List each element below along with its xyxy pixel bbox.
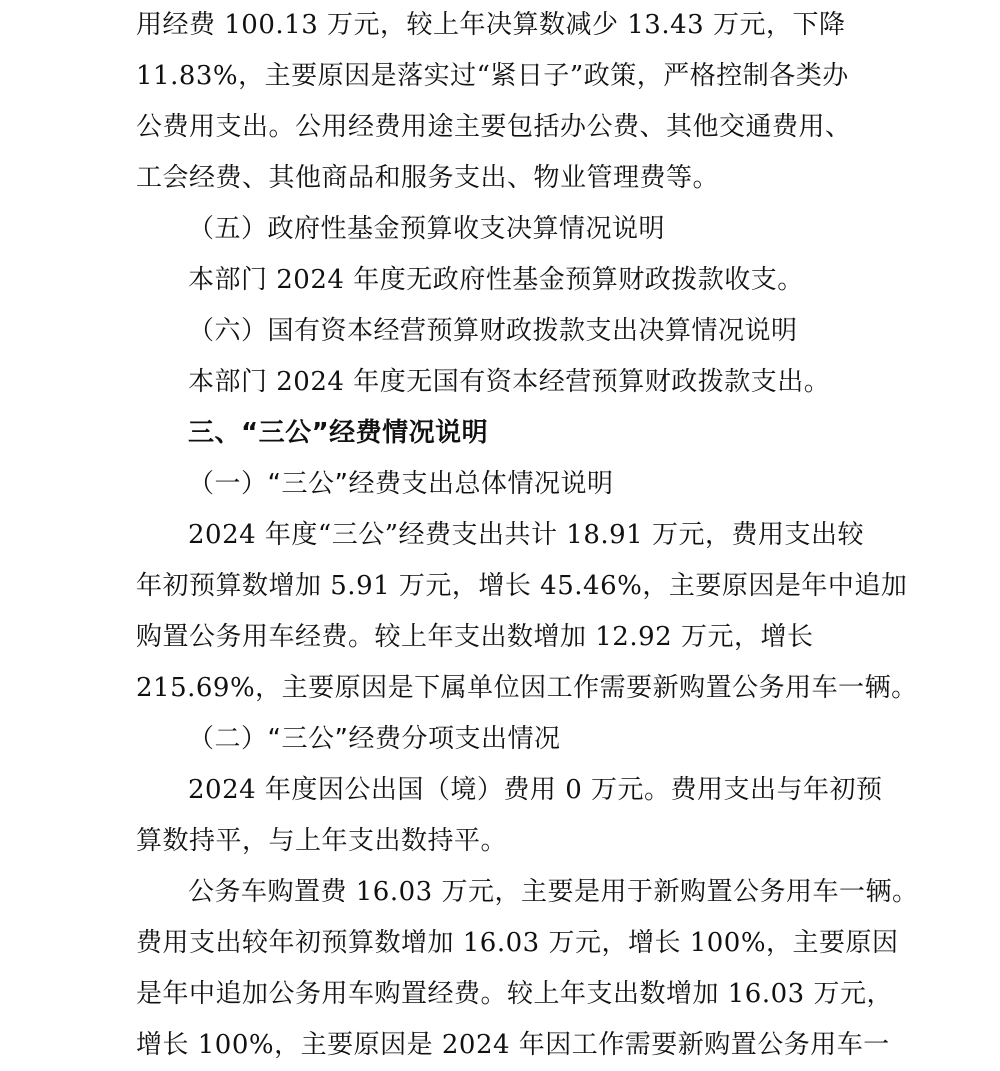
text-line-19: 费用支出较年初预算数增加 16.03 万元，增长 100%，主要原因 <box>136 928 899 958</box>
text-line-17: 算数持平，与上年支出数持平。 <box>136 826 508 856</box>
text-line-21: 增长 100%，主要原因是 2024 年因工作需要新购置公务用车一 <box>136 1030 890 1060</box>
text-line-13: 购置公务用车经费。较上年支出数增加 12.92 万元，增长 <box>136 622 814 652</box>
text-line-11: 2024 年度“三公”经费支出共计 18.91 万元，费用支出较 <box>188 520 864 550</box>
text-line-3: 公费用支出。公用经费用途主要包括办公费、其他交通费用、 <box>136 112 852 142</box>
text-line-2: 11.83%，主要原因是落实过“紧日子”政策，严格控制各类办 <box>136 61 849 91</box>
text-line-4: 工会经费、其他商品和服务支出、物业管理费等。 <box>136 163 720 193</box>
text-line-14: 215.69%，主要原因是下属单位因工作需要新购置公务用车一辆。 <box>136 673 918 703</box>
subheading-six: （六）国有资本经营预算财政拨款支出决算情况说明 <box>188 316 798 346</box>
subheading-one: （一）“三公”经费支出总体情况说明 <box>188 469 614 499</box>
subheading-five: （五）政府性基金预算收支决算情况说明 <box>188 214 666 244</box>
text-line-1: 用经费 100.13 万元，较上年决算数减少 13.43 万元，下降 <box>136 10 846 40</box>
text-line-20: 是年中追加公务用车购置经费。较上年支出数增加 16.03 万元， <box>136 979 893 1009</box>
text-line-6: 本部门 2024 年度无政府性基金预算财政拨款收支。 <box>188 265 804 295</box>
section-heading-three: 三、“三公”经费情况说明 <box>188 418 489 448</box>
subheading-two: （二）“三公”经费分项支出情况 <box>188 724 561 754</box>
text-line-16: 2024 年度因公出国（境）费用 0 万元。费用支出与年初预 <box>188 775 883 805</box>
text-line-8: 本部门 2024 年度无国有资本经营预算财政拨款支出。 <box>188 367 831 397</box>
text-line-12: 年初预算数增加 5.91 万元，增长 45.46%，主要原因是年中追加 <box>136 571 908 601</box>
text-line-18: 公务车购置费 16.03 万元，主要是用于新购置公务用车一辆。 <box>188 877 919 907</box>
